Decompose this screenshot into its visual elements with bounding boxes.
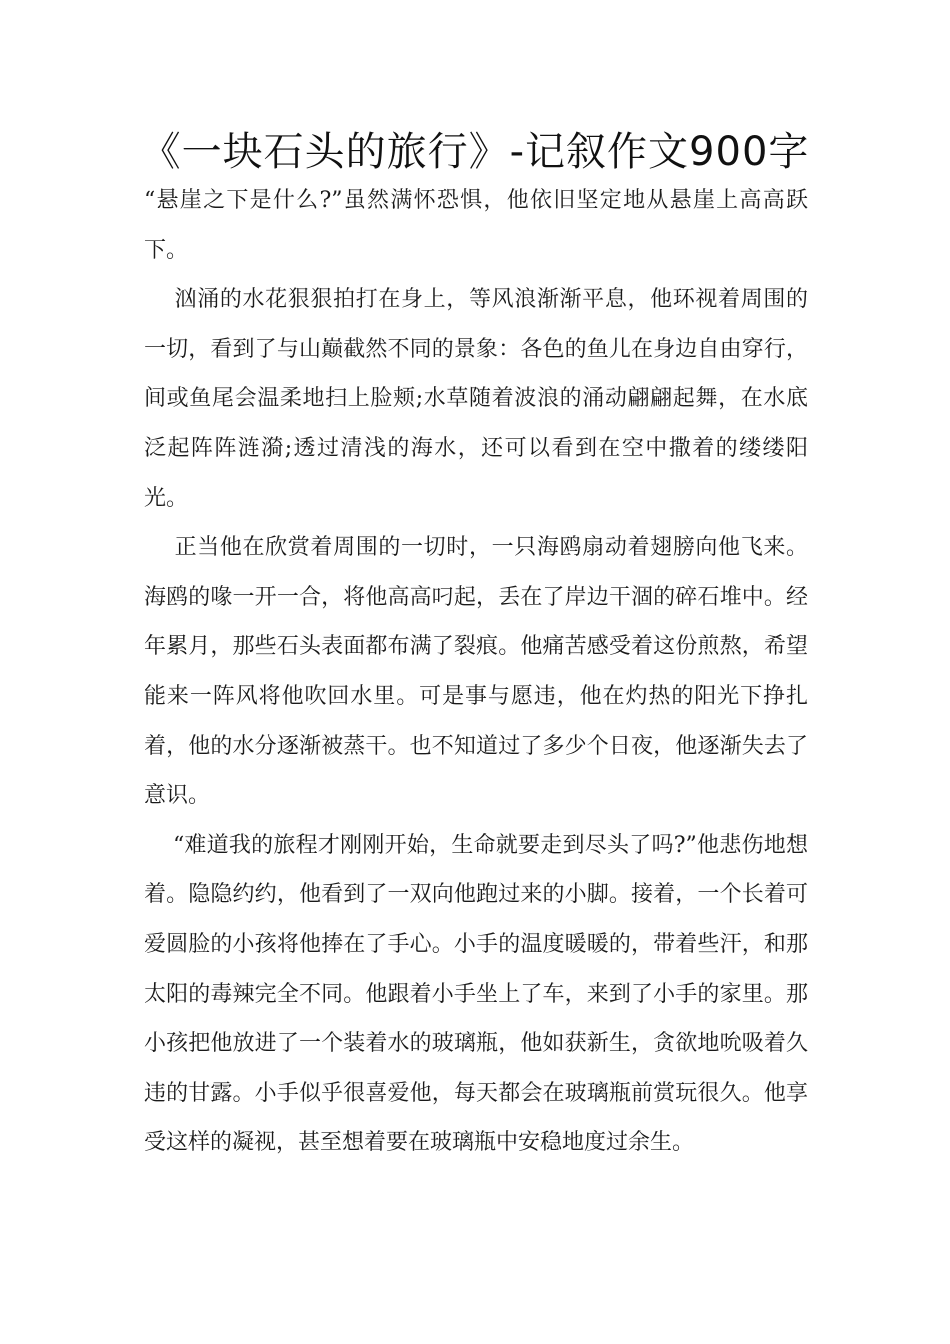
- document-title: 《一块石头的旅行》-记叙作文900字: [140, 129, 810, 175]
- paragraph: “难道我的旅程才刚刚开始，生命就要走到尽头了吗?”他悲伤地想着。隐隐约约，他看到了一双向他跑过来的小脚。接着，一个长着可爱圆脸的小孩将他捧在了手心。小手的温度暖暖的，带着些汗，和那太阳的毒辣完全不同。他跟着小手坐上了车，来到了小手的家里。那小孩把他放进了一个装着水的玻璃瓶，他如获新生，贪欲地吮吸着久违的甘露。小手似乎很喜爱他，每天都会在玻璃瓶前赏玩很久。他享受这样的凝视，甚至想着要在玻璃瓶中安稳地度过余生。: [144, 832, 808, 1156]
- paragraph: 汹涌的水花狠狠拍打在身上，等风浪渐渐平息，他环视着周围的一切，看到了与山巅截然不同的景象：各色的鱼儿在身边自由穿行，间或鱼尾会温柔地扫上脸颊;水草随着波浪的涌动翩翩起舞，在水底泛起阵阵涟漪;透过清浅的海水，还可以看到在空中撒着的缕缕阳光。: [144, 287, 808, 511]
- paragraph: “悬崖之下是什么?”虽然满怀恐惧，他依旧坚定地从悬崖上高高跃下。: [144, 188, 808, 263]
- document-body: [144, 176, 808, 1168]
- paragraph: 正当他在欣赏着周围的一切时，一只海鸥扇动着翅膀向他飞来。海鸥的喙一开一合，将他高高叼起，丢在了岸边干涸的碎石堆中。经年累月，那些石头表面都布满了裂痕。他痛苦感受着这份煎熬，希望能来一阵风将他吹回水里。可是事与愿违，他在灼热的阳光下挣扎着，他的水分逐渐被蒸干。也不知道过了多少个日夜，他逐渐失去了意识。: [144, 535, 808, 809]
